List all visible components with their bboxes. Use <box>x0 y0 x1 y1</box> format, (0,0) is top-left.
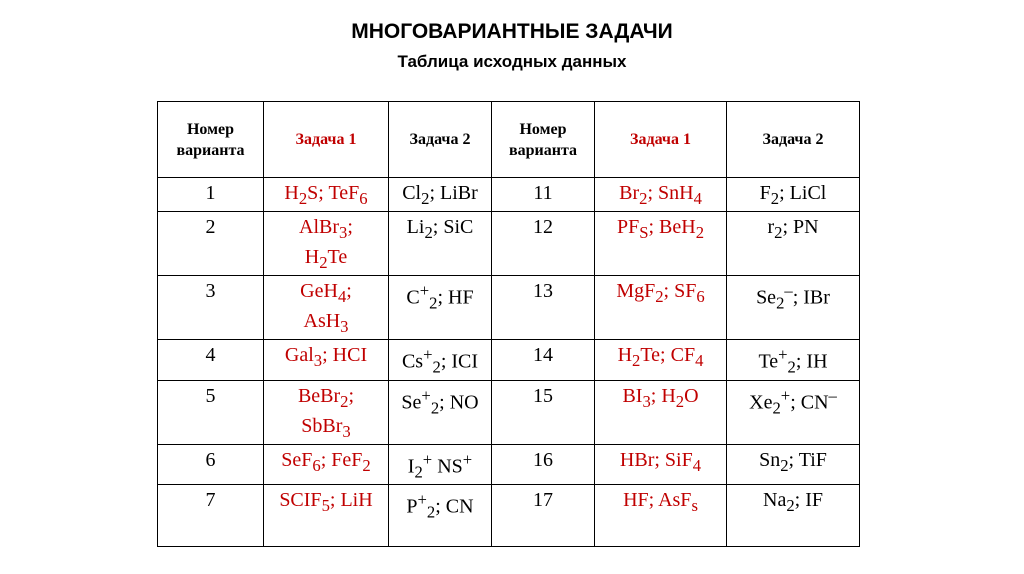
task1-cell: GeH$_4$; AsH$_3$ <box>264 276 389 340</box>
task1-cell: $Br_2$; SnH$_4$ <box>595 178 727 212</box>
page-title: МНОГОВАРИАНТНЫЕ ЗАДАЧИ <box>351 20 673 43</box>
task1-cell: BeBr$_2$; SbBr$_3$ <box>264 380 389 444</box>
task1-cell: $PF_S$; BeH$_2$ <box>595 212 727 276</box>
task1-cell: $SCIF_5$; LiH <box>264 485 389 547</box>
header-variant-1: Номер варианта <box>158 102 264 178</box>
task2-cell: $Sn_2$; TiF <box>727 444 860 485</box>
variant-number: 12 <box>492 212 595 276</box>
task1-cell: Gal$_3$; HCI <box>264 340 389 381</box>
task1-cell: $BI_3$; $H_2O$ <box>595 380 727 444</box>
table-row <box>158 380 860 444</box>
task1-cell: $H_2Te$; $CF_4$ <box>595 340 727 381</box>
task2-cell: $Se^+_2$; NO <box>389 380 492 444</box>
header-task2-1: Задача 2 <box>389 102 492 178</box>
variant-number: 16 <box>492 444 595 485</box>
header-task1-2: Задача 1 <box>595 102 727 178</box>
task2-cell: $Xe_2^+$; CN– <box>727 380 860 444</box>
task2-cell: $Na_2$; IF <box>727 485 860 547</box>
table-row <box>158 212 860 276</box>
variant-number: 5 <box>158 380 264 444</box>
header-task1-1: Задача 1 <box>264 102 389 178</box>
task1-cell: HF; AsF$_s$ <box>595 485 727 547</box>
header-variant-2: Номер варианта <box>492 102 595 178</box>
task2-cell: $Cs^+_2$; ICI <box>389 340 492 381</box>
variant-number: 13 <box>492 276 595 340</box>
table-row <box>158 485 860 547</box>
task1-cell: HBr; SiF$_4$ <box>595 444 727 485</box>
task2-cell: $Se_2^-$; IBr <box>727 276 860 340</box>
page-subtitle: Таблица исходных данных <box>397 52 627 71</box>
task2-cell: $F_2$; LiCl <box>727 178 860 212</box>
task2-cell: $C^+_2$; HF <box>389 276 492 340</box>
table-row <box>158 178 860 212</box>
task2-cell: $r_2$; PN <box>727 212 860 276</box>
variant-number: 15 <box>492 380 595 444</box>
task1-cell: SeF$_6$; FeF$_2$ <box>264 444 389 485</box>
variant-number: 7 <box>158 485 264 547</box>
task2-cell: $P^+_2$; CN <box>389 485 492 547</box>
task2-cell: $Cl_2$; LiBr <box>389 178 492 212</box>
header-row <box>158 102 860 178</box>
variant-number: 3 <box>158 276 264 340</box>
table-row <box>158 340 860 381</box>
data-table <box>157 101 860 547</box>
task1-cell: MgF$_2$; $SF_6$ <box>595 276 727 340</box>
task2-cell: $I_2^+$ NS+ <box>389 444 492 485</box>
variant-number: 6 <box>158 444 264 485</box>
task2-cell: $Te^+_2$; IH <box>727 340 860 381</box>
header-task2-2: Задача 2 <box>727 102 860 178</box>
variant-number: 14 <box>492 340 595 381</box>
variant-number: 17 <box>492 485 595 547</box>
table-row <box>158 444 860 485</box>
variant-number: 2 <box>158 212 264 276</box>
variant-number: 4 <box>158 340 264 381</box>
variant-number: 11 <box>492 178 595 212</box>
task2-cell: $Li_2$; SiC <box>389 212 492 276</box>
table-row <box>158 276 860 340</box>
task1-cell: $H_2S$; TeF$_6$ <box>264 178 389 212</box>
variant-number: 1 <box>158 178 264 212</box>
task1-cell: AlBr$_3$; $H_2Te$ <box>264 212 389 276</box>
